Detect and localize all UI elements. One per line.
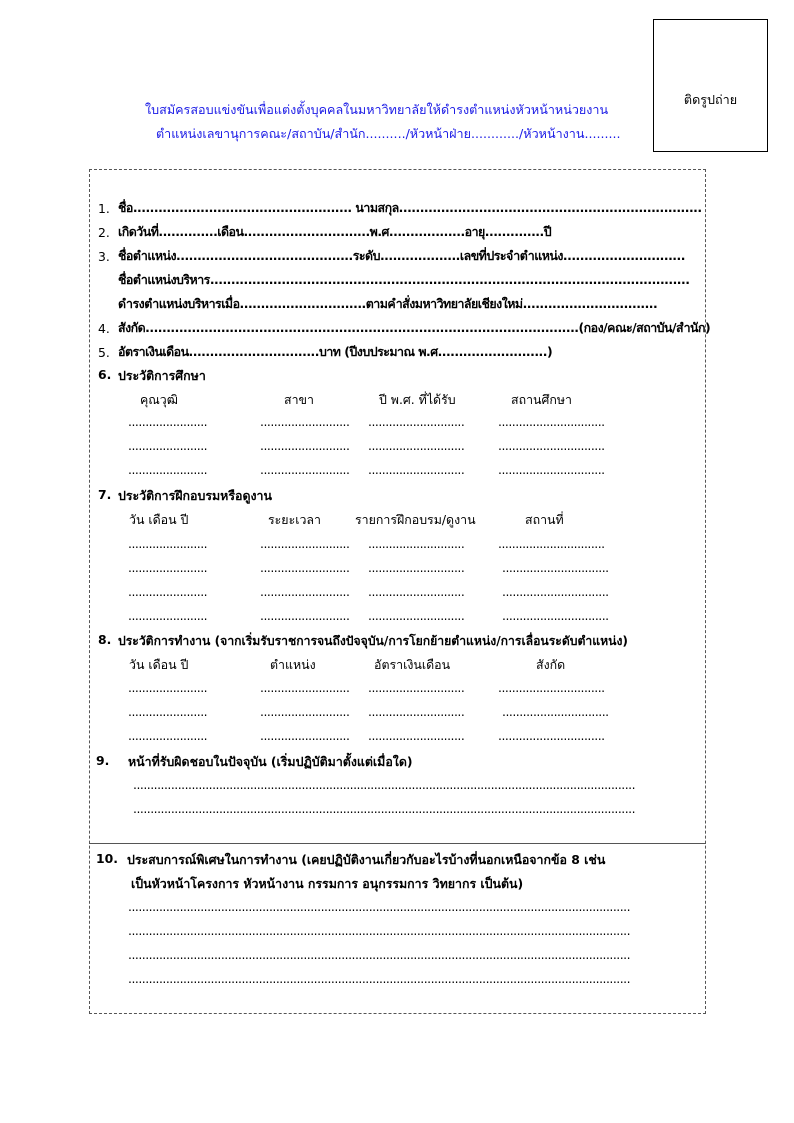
work-row3-c4[interactable]: ...............................	[498, 728, 605, 743]
birthdate-field[interactable]: เกิดวันที่..............เดือน..............................พ.ศ..................อายุ..............ปี	[118, 224, 552, 239]
experience-heading-cont: เป็นหัวหน้าโครงการ หัวหน้างาน กรรมการ อนุกรรมการ วิทยากร เป็นต้น)	[131, 876, 524, 891]
train-row3-c4[interactable]: ...............................	[502, 584, 609, 599]
edu-row2-c4[interactable]: ...............................	[498, 438, 605, 453]
duties-heading: หน้าที่รับผิดชอบในปัจจุบัน (เริ่มปฏิบัติมาตั้งแต่เมื่อใด)	[128, 754, 413, 769]
work-row1-c2[interactable]: ..........................	[260, 680, 350, 695]
work-row3-c1[interactable]: .......................	[128, 728, 208, 743]
edu-header-year: ปี พ.ศ. ที่ได้รับ	[379, 392, 456, 407]
education-heading: ประวัติการศึกษา	[118, 368, 206, 383]
admin-since-field[interactable]: ดำรงตำแหน่งบริหารเมื่อ..............................ตามคำสั่งมหาวิทยาลัยเชียงใหม่................................	[118, 296, 658, 311]
train-header-course: รายการฝึกอบรม/ดูงาน	[355, 512, 476, 527]
train-row3-c1[interactable]: .......................	[128, 584, 208, 599]
edu-row3-c2[interactable]: ..........................	[260, 462, 350, 477]
item-1-number: 1.	[98, 201, 110, 216]
train-row1-c2[interactable]: ..........................	[260, 536, 350, 551]
item-10-number: 10.	[96, 851, 118, 866]
train-row2-c2[interactable]: ..........................	[260, 560, 350, 575]
edu-row3-c3[interactable]: ............................	[368, 462, 465, 477]
item-3-number: 3.	[98, 249, 110, 264]
photo-label: ติดรูปถ่าย	[683, 92, 738, 107]
train-header-duration: ระยะเวลา	[268, 512, 321, 527]
admin-position-field[interactable]: ชื่อตำแหน่งบริหาร..................................................................................................................	[118, 272, 690, 287]
train-row2-c3[interactable]: ............................	[368, 560, 465, 575]
work-row2-c4[interactable]: ...............................	[502, 704, 609, 719]
form-title: ใบสมัครสอบแข่งขันเพื่อแต่งตั้งบุคคลในมหาวิทยาลัยให้ดำรงตำแหน่งหัวหน้าหน่วยงาน	[145, 102, 609, 117]
edu-header-institution: สถานศึกษา	[511, 392, 572, 407]
salary-field[interactable]: อัตราเงินเดือน...............................บาท (ปีงบประมาณ พ.ศ..........................)	[118, 344, 553, 359]
name-field[interactable]: ชื่อ.................................................... นามสกุล........................................................................	[118, 200, 702, 215]
edu-row1-c2[interactable]: ..........................	[260, 414, 350, 429]
experience-line-2[interactable]: ..................................................................................................................................................	[128, 923, 631, 938]
edu-row1-c4[interactable]: ...............................	[498, 414, 605, 429]
work-row1-c3[interactable]: ............................	[368, 680, 465, 695]
photo-box	[653, 19, 768, 152]
item-6-number: 6.	[98, 367, 112, 382]
item-9-number: 9.	[96, 753, 110, 768]
edu-row2-c2[interactable]: ..........................	[260, 438, 350, 453]
work-heading: ประวัติการทำงาน (จากเริ่มรับราชการจนถึงปัจจุบัน/การโยกย้ายตำแหน่ง/การเลื่อนระดับตำแหน่ง)	[118, 634, 628, 648]
experience-line-1[interactable]: ..................................................................................................................................................	[128, 899, 631, 914]
edu-row2-c1[interactable]: .......................	[128, 438, 208, 453]
item-4-number: 4.	[98, 321, 110, 336]
train-row3-c2[interactable]: ..........................	[260, 584, 350, 599]
item-5-number: 5.	[98, 345, 110, 360]
duties-line-2[interactable]: ..................................................................................................................................................	[133, 801, 636, 816]
experience-heading: ประสบการณ์พิเศษในการทำงาน (เคยปฏิบัติงานเกี่ยวกับอะไรบ้างที่นอกเหนือจากข้อ 8 เช่น	[127, 852, 606, 867]
train-row3-c3[interactable]: ............................	[368, 584, 465, 599]
edu-header-degree: คุณวุฒิ	[140, 392, 178, 407]
train-row4-c4[interactable]: ...............................	[502, 608, 609, 623]
work-row1-c4[interactable]: ...............................	[498, 680, 605, 695]
edu-row3-c4[interactable]: ...............................	[498, 462, 605, 477]
train-row4-c3[interactable]: ............................	[368, 608, 465, 623]
work-header-position: ตำแหน่ง	[270, 657, 316, 672]
item-7-number: 7.	[98, 487, 112, 502]
train-row1-c4[interactable]: ...............................	[498, 536, 605, 551]
work-row2-c1[interactable]: .......................	[128, 704, 208, 719]
edu-row3-c1[interactable]: .......................	[128, 462, 208, 477]
work-header-salary: อัตราเงินเดือน	[374, 657, 451, 672]
train-row2-c4[interactable]: ...............................	[502, 560, 609, 575]
edu-row2-c3[interactable]: ............................	[368, 438, 465, 453]
training-heading: ประวัติการฝึกอบรมหรือดูงาน	[118, 488, 272, 503]
train-header-place: สถานที่	[525, 512, 564, 527]
train-row2-c1[interactable]: .......................	[128, 560, 208, 575]
edu-header-major: สาขา	[284, 392, 314, 407]
work-header-affiliation: สังกัด	[536, 657, 566, 672]
train-row4-c1[interactable]: .......................	[128, 608, 208, 623]
work-row3-c3[interactable]: ............................	[368, 728, 465, 743]
train-header-date: วัน เดือน ปี	[129, 512, 189, 527]
form-subtitle: ตำแหน่งเลขานุการคณะ/สถาบัน/สำนัก........../หัวหน้าฝ่าย............/หัวหน้างาน.........	[156, 126, 621, 141]
edu-row1-c1[interactable]: .......................	[128, 414, 208, 429]
work-row3-c2[interactable]: ..........................	[260, 728, 350, 743]
experience-line-4[interactable]: ..................................................................................................................................................	[128, 971, 631, 986]
train-row1-c1[interactable]: .......................	[128, 536, 208, 551]
position-field[interactable]: ชื่อตำแหน่ง..........................................ระดับ...................เลขที่ประจำตำแหน่ง.............................	[118, 248, 685, 263]
work-header-date: วัน เดือน ปี	[129, 657, 189, 672]
affiliation-field[interactable]: สังกัด.......................................................................................................(กอง/คณะ/สถาบัน/สำนัก)	[118, 320, 711, 335]
work-row2-c3[interactable]: ............................	[368, 704, 465, 719]
item-2-number: 2.	[98, 225, 110, 240]
item-8-number: 8.	[98, 632, 112, 647]
section-divider	[89, 843, 706, 844]
train-row4-c2[interactable]: ..........................	[260, 608, 350, 623]
experience-line-3[interactable]: ..................................................................................................................................................	[128, 947, 631, 962]
work-row1-c1[interactable]: .......................	[128, 680, 208, 695]
train-row1-c3[interactable]: ............................	[368, 536, 465, 551]
duties-line-1[interactable]: ..................................................................................................................................................	[133, 777, 636, 792]
edu-row1-c3[interactable]: ............................	[368, 414, 465, 429]
work-row2-c2[interactable]: ..........................	[260, 704, 350, 719]
